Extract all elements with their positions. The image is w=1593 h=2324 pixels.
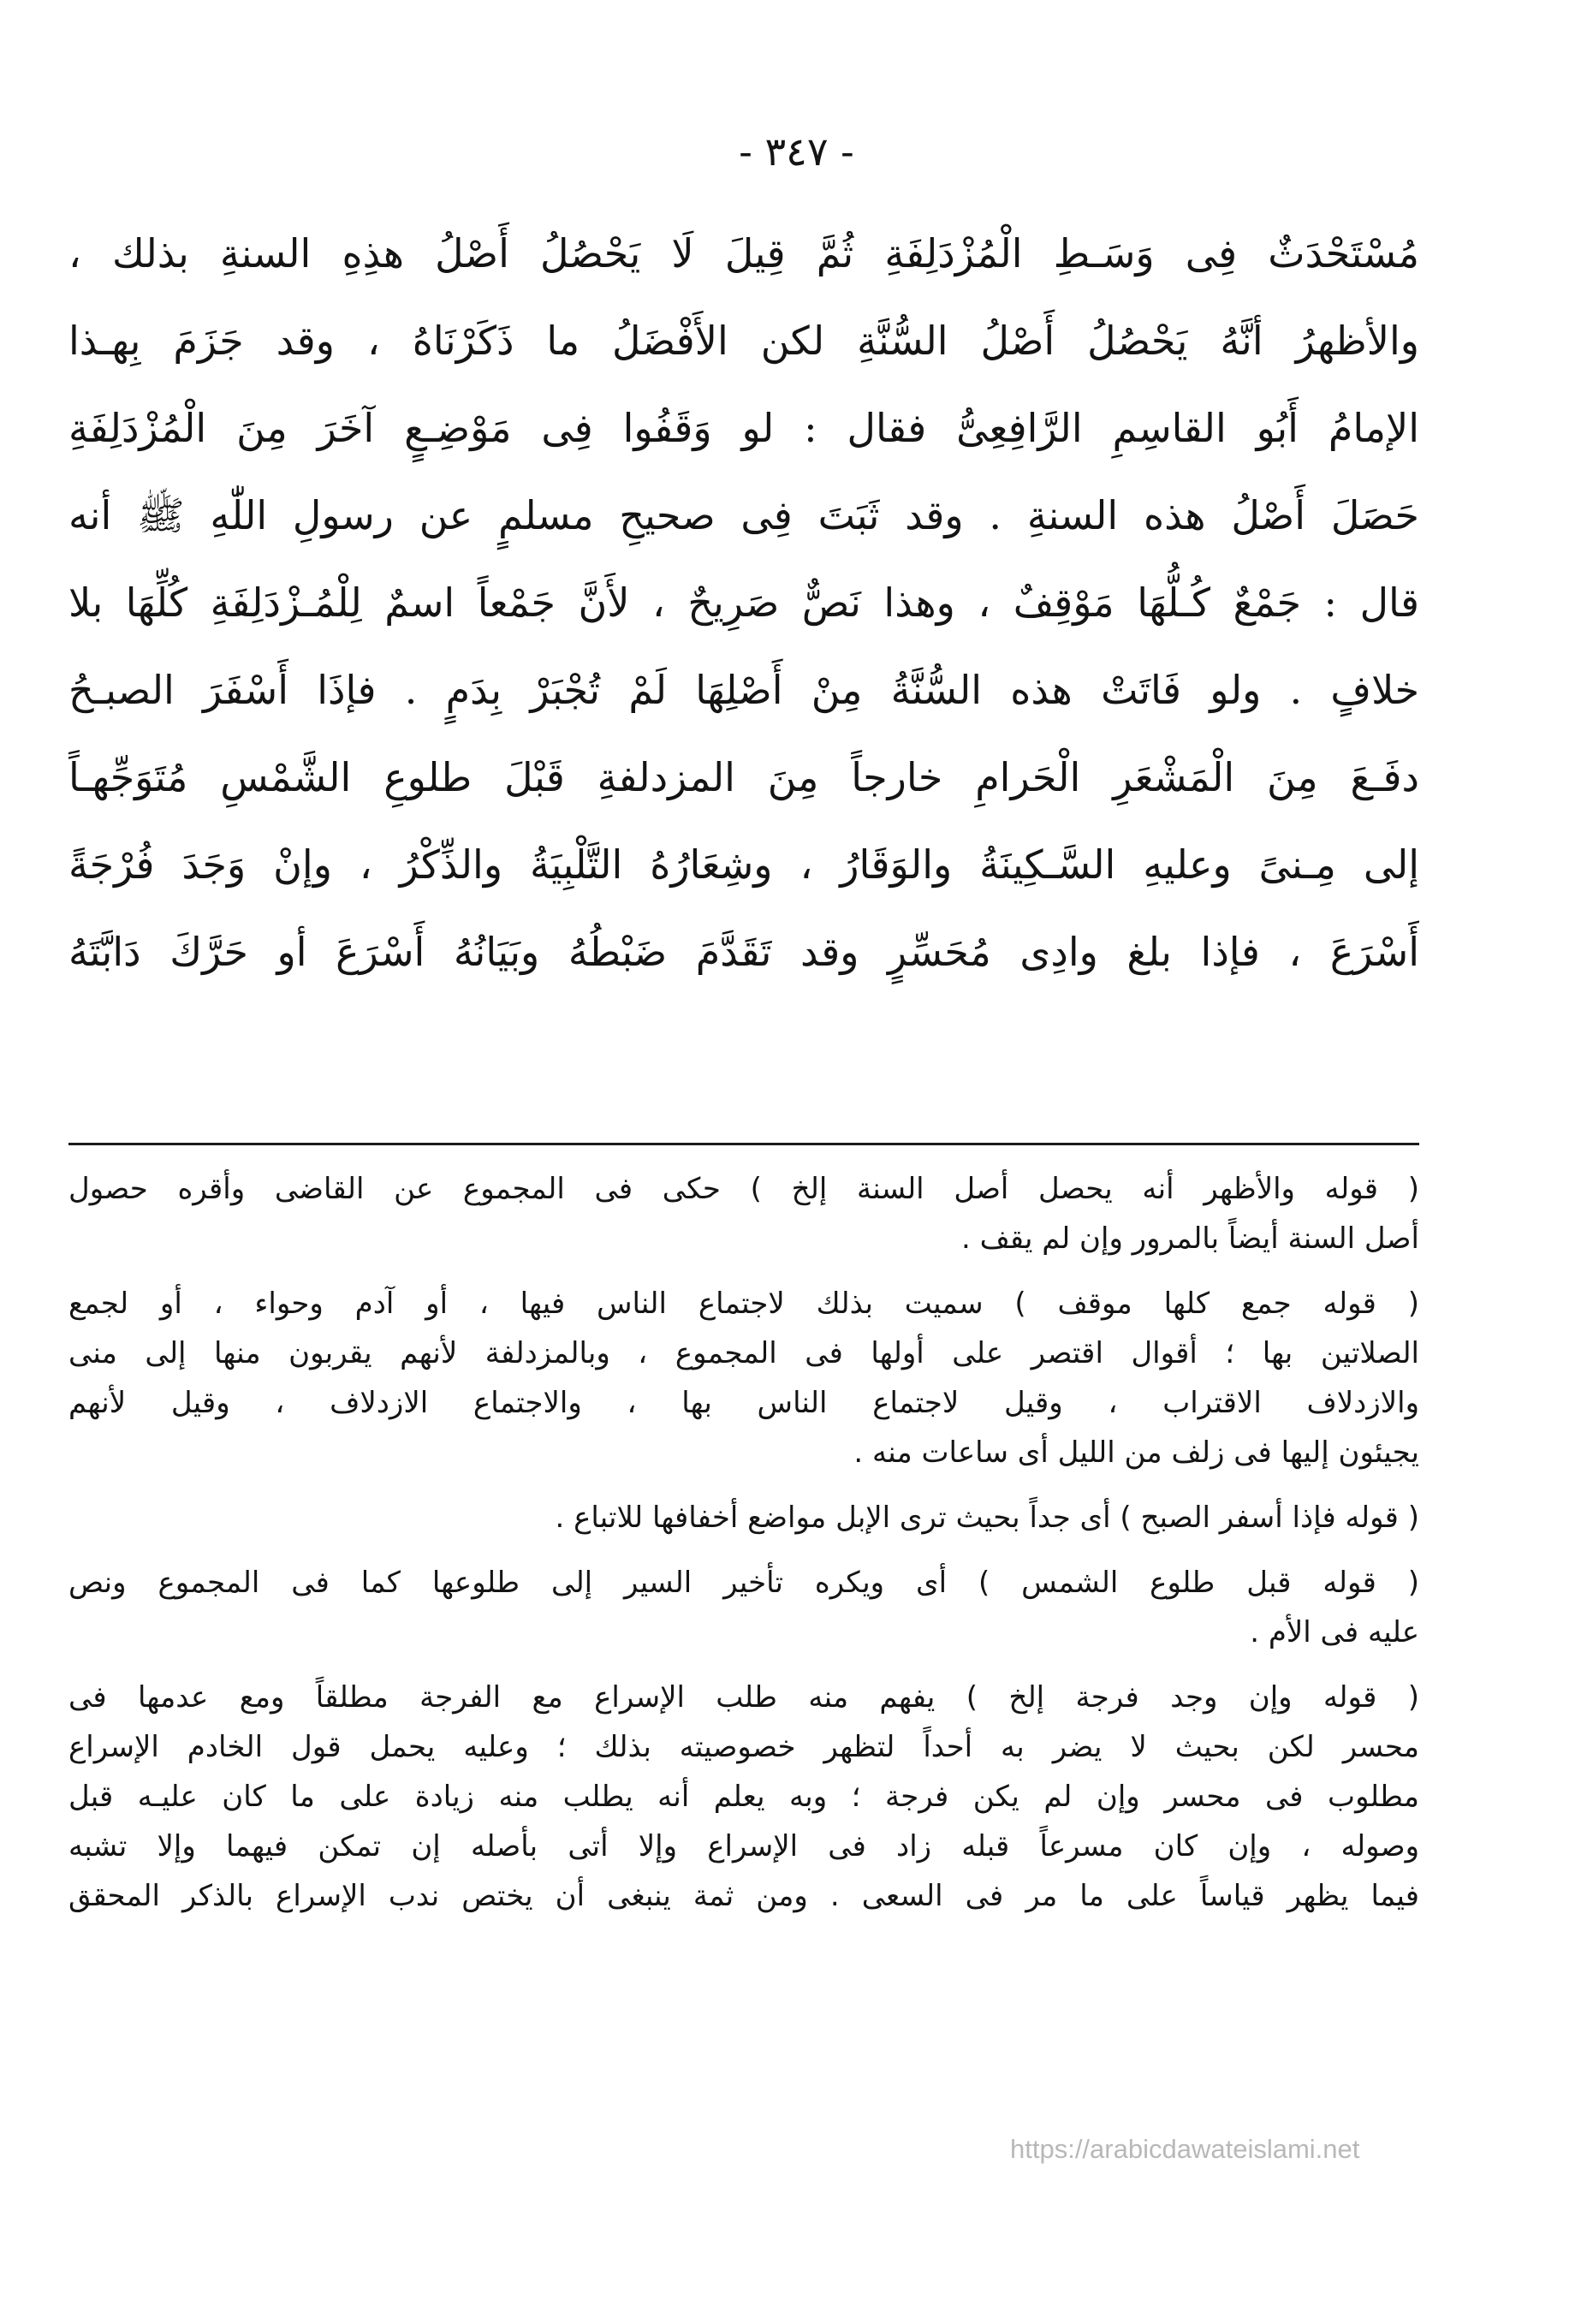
footnote: [68, 1673, 1419, 1921]
main-text-line: والأظهرُ أنَّهُ يَحْصُلُ أَصْلُ السُّنَّةِ لكن الأَفْضَلُ ما ذَكَرْنَاهُ ، وقد جَزَمَ بِهـذا: [68, 318, 1419, 364]
main-text-line: حَصَلَ أَصْلُ هذه السنةِ . وقد ثَبَتَ فِى صحيحِ مسلمٍ عن رسولِ اللّٰهِ ﷺ أنه: [68, 492, 1419, 538]
footnote-divider: [68, 1143, 1419, 1145]
footnote-line: يجيئون إليها فى زلف من الليل أى ساعات منه .: [853, 1435, 1419, 1470]
main-text-line: الإمامُ أَبُو القاسِمِ الرَّافِعِىُّ فقال : لو وَقَفُوا فِى مَوْضِـعٍ آخَرَ مِنَ الْمُزْدَلِفَةِ: [68, 405, 1419, 451]
footnote-line: ( قوله وإن وجد فرجة إلخ ) يفهم منه طلب الإسراع مع الفرجة مطلقاً ومع عدمها فى: [68, 1680, 1419, 1715]
footnote-line: والازدلاف الاقتراب ، وقيل لاجتماع الناس بها ، والاجتماع الازدلاف ، وقيل لأنهم: [68, 1386, 1419, 1420]
footnote: [68, 1558, 1419, 1657]
main-text-line: قال : جَمْعٌ كُـلُّهَا مَوْقِفٌ ، وهذا نَصٌّ صَرِيحٌ ، لأَنَّ جَمْعاً اسمٌ لِلْمُـزْدَلِفَةِ كُلِّهَا بلا: [68, 580, 1419, 626]
footnote: [68, 1279, 1419, 1477]
page-number: - ٣٤٧ -: [739, 128, 854, 175]
footnote-line: وصوله ، وإن كان مسرعاً قبله زاد فى الإسراع وإلا أتى بأصله إن تمكن فيهما وإلا تشبه: [68, 1829, 1419, 1863]
footnote: [68, 1164, 1419, 1263]
footnote-line: ( قوله والأظهر أنه يحصل أصل السنة إلخ ) حكى فى المجموع عن القاضى وأقره حصول: [68, 1172, 1419, 1206]
footnote-line: محسر لكن بحيث لا يضر به أحداً لتظهر خصوصيته بذلك ؛ وعليه يحمل قول الخادم الإسراع: [68, 1730, 1419, 1764]
footnote-line: عليه فى الأم .: [1250, 1615, 1419, 1649]
main-text-line: أَسْرَعَ ، فإذا بلغ وادِى مُحَسِّرٍ وقد تَقَدَّمَ ضَبْطُهُ وبَيَانُهُ أَسْرَعَ أو حَرَّكَ دَابَّتَهُ: [68, 929, 1419, 975]
footnote-line: أصل السنة أيضاً بالمرور وإن لم يقف .: [960, 1221, 1419, 1256]
main-text-line: خلافٍ . ولو فَاتَتْ هذه السُّنَّةُ مِنْ أَصْلِهَا لَمْ تُجْبَرْ بِدَمٍ . فإذَا أَسْفَرَ الصبـحُ: [68, 667, 1419, 713]
main-text-line: مُسْتَحْدَثٌ فِى وَسَـطِ الْمُزْدَلِفَةِ ثُمَّ قِيلَ لَا يَحْصُلُ أَصْلُ هذِهِ السنةِ بذلك ،: [68, 230, 1419, 276]
footnote-line: ( قوله جمع كلها موقف ) سميت بذلك لاجتماع الناس فيها ، أو آدم وحواء ، أو لجمع: [68, 1287, 1419, 1321]
footnote-line: ( قوله قبل طلوع الشمس ) أى ويكره تأخير السير إلى طلوعها كما فى المجموع ونص: [68, 1566, 1419, 1600]
watermark-url: https://arabicdawateislami.net: [1010, 2134, 1360, 2164]
footnote-line: الصلاتين بها ؛ أقوال اقتصر على أولها فى المجموع ، وبالمزدلفة لأنهم يقربون منها إلى منى: [68, 1336, 1419, 1370]
main-text-line: دفَـعَ مِنَ الْمَشْعَرِ الْحَرامِ خارجاً مِنَ المزدلفةِ قَبْلَ طلوعِ الشَّمْسِ مُتَوَجِّهـاً: [68, 754, 1419, 800]
footnote: [68, 1493, 1419, 1542]
footnote-line: مطلوب فى محسر وإن لم يكن فرجة ؛ وبه يعلم أنه يطلب منه زيادة على ما كان عليـه قبل: [68, 1780, 1419, 1814]
main-text-line: إلى مِـنىً وعليهِ السَّـكِينَةُ والوَقَارُ ، وشِعَارُهُ التَّلْبِيَةُ والذِّكْرُ ، وإنْ وَجَدَ فُرْجَةً: [68, 841, 1419, 888]
main-text: [68, 210, 1419, 996]
footnote-line: ( قوله فإذا أسفر الصبح ) أى جداً بحيث ترى الإبل مواضع أخفافها للاتباع .: [555, 1501, 1419, 1535]
footnote-line: فيما يظهر قياساً على ما مر فى السعى . ومن ثمة ينبغى أن يختص ندب الإسراع بالذكر المحقق: [68, 1879, 1419, 1913]
footnotes: [68, 1164, 1419, 1936]
